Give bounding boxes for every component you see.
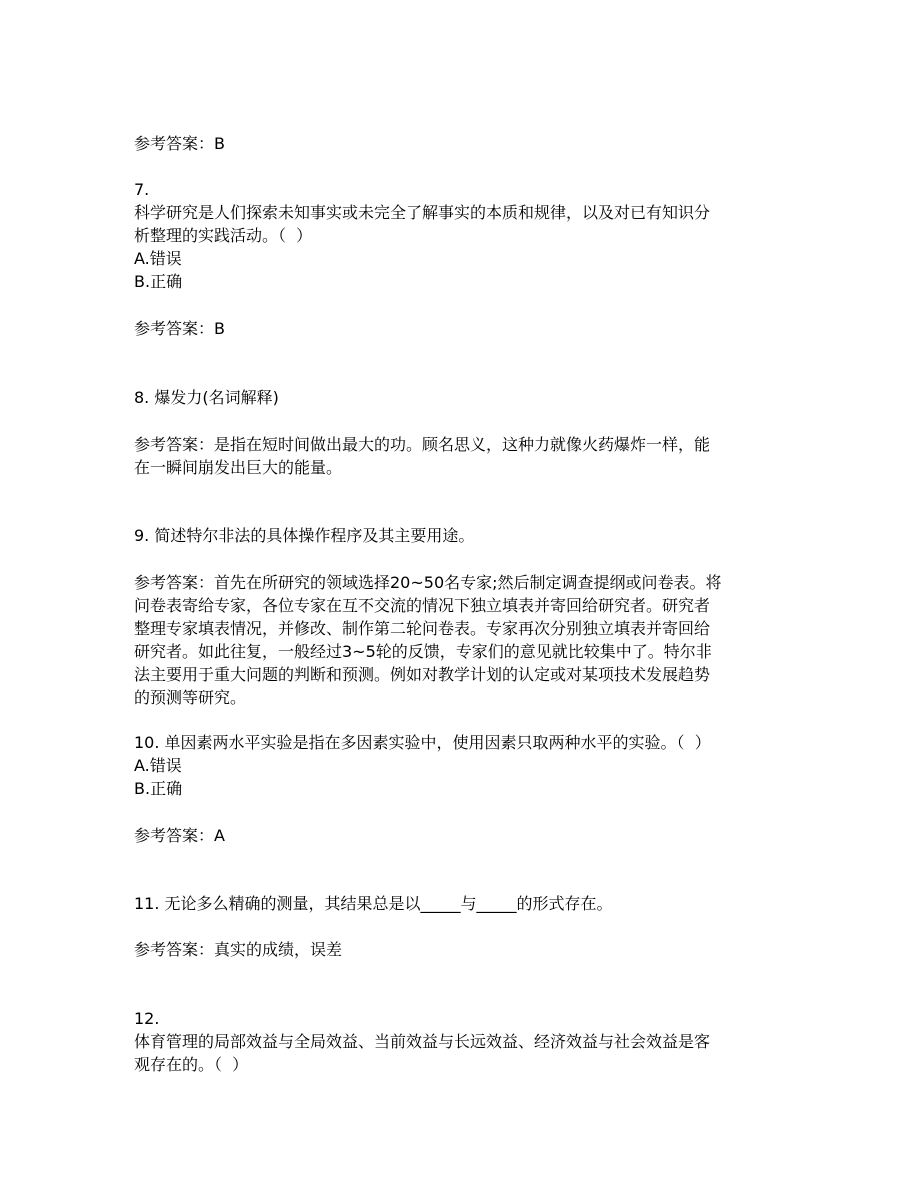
question-7-option-a: A.错误: [134, 249, 182, 268]
answer-8-line-2: 在一瞬间崩发出巨大的能量。: [134, 458, 343, 477]
question-10-text: 10. 单因素两水平实验是指在多因素实验中，使用因素只取两种水平的实验。（ ）: [134, 733, 711, 752]
question-9: 9. 简述特尔非法的具体操作程序及其主要用途。: [134, 526, 475, 545]
answer-9-line-6: 的预测等研究。: [134, 688, 247, 707]
question-12-text-line-2: 观存在的。（ ）: [134, 1055, 249, 1074]
answer-7: 参考答案：B: [134, 319, 225, 338]
question-10-option-b: B.正确: [134, 779, 183, 798]
question-12-text-line-1: 体育管理的局部效益与全局效益、当前效益与长远效益、经济效益与社会效益是客: [134, 1032, 711, 1051]
question-7-option-b: B.正确: [134, 272, 183, 291]
question-7-text-line-2: 析整理的实践活动。（ ）: [134, 226, 313, 245]
question-12-number: 12.: [134, 1009, 160, 1028]
answer-9-line-4: 研究者。如此往复，一般经过3~5轮的反馈，专家们的意见就比较集中了。特尔非: [134, 642, 712, 661]
answer-9-line-3: 整理专家填表情况，并修改、制作第二轮问卷表。专家再次分别独立填表并寄回给: [134, 619, 711, 638]
answer-11: 参考答案：真实的成绩，误差: [134, 940, 343, 959]
question-7-text-line-1: 科学研究是人们探索未知事实或未完全了解事实的本质和规律，以及对已有知识分: [134, 203, 711, 222]
answer-6: 参考答案：B: [134, 134, 225, 153]
question-8: 8. 爆发力(名词解释): [134, 388, 279, 407]
answer-8-line-1: 参考答案：是指在短时间做出最大的功。顾名思义，这种力就像火药爆炸一样，能: [134, 435, 711, 454]
question-11: 11. 无论多么精确的测量，其结果总是以_____与_____的形式存在。: [134, 894, 613, 913]
question-7-number: 7.: [134, 180, 150, 199]
question-10-option-a: A.错误: [134, 756, 182, 775]
answer-9-line-5: 法主要用于重大问题的判断和预测。例如对教学计划的认定或对某项技术发展趋势: [134, 665, 711, 684]
answer-10: 参考答案：A: [134, 826, 225, 845]
answer-9-line-2: 问卷表寄给专家，各位专家在互不交流的情况下独立填表并寄回给研究者。研究者: [134, 596, 711, 615]
answer-9-line-1: 参考答案：首先在所研究的领域选择20~50名专家;然后制定调查提纲或问卷表。将: [134, 573, 722, 592]
